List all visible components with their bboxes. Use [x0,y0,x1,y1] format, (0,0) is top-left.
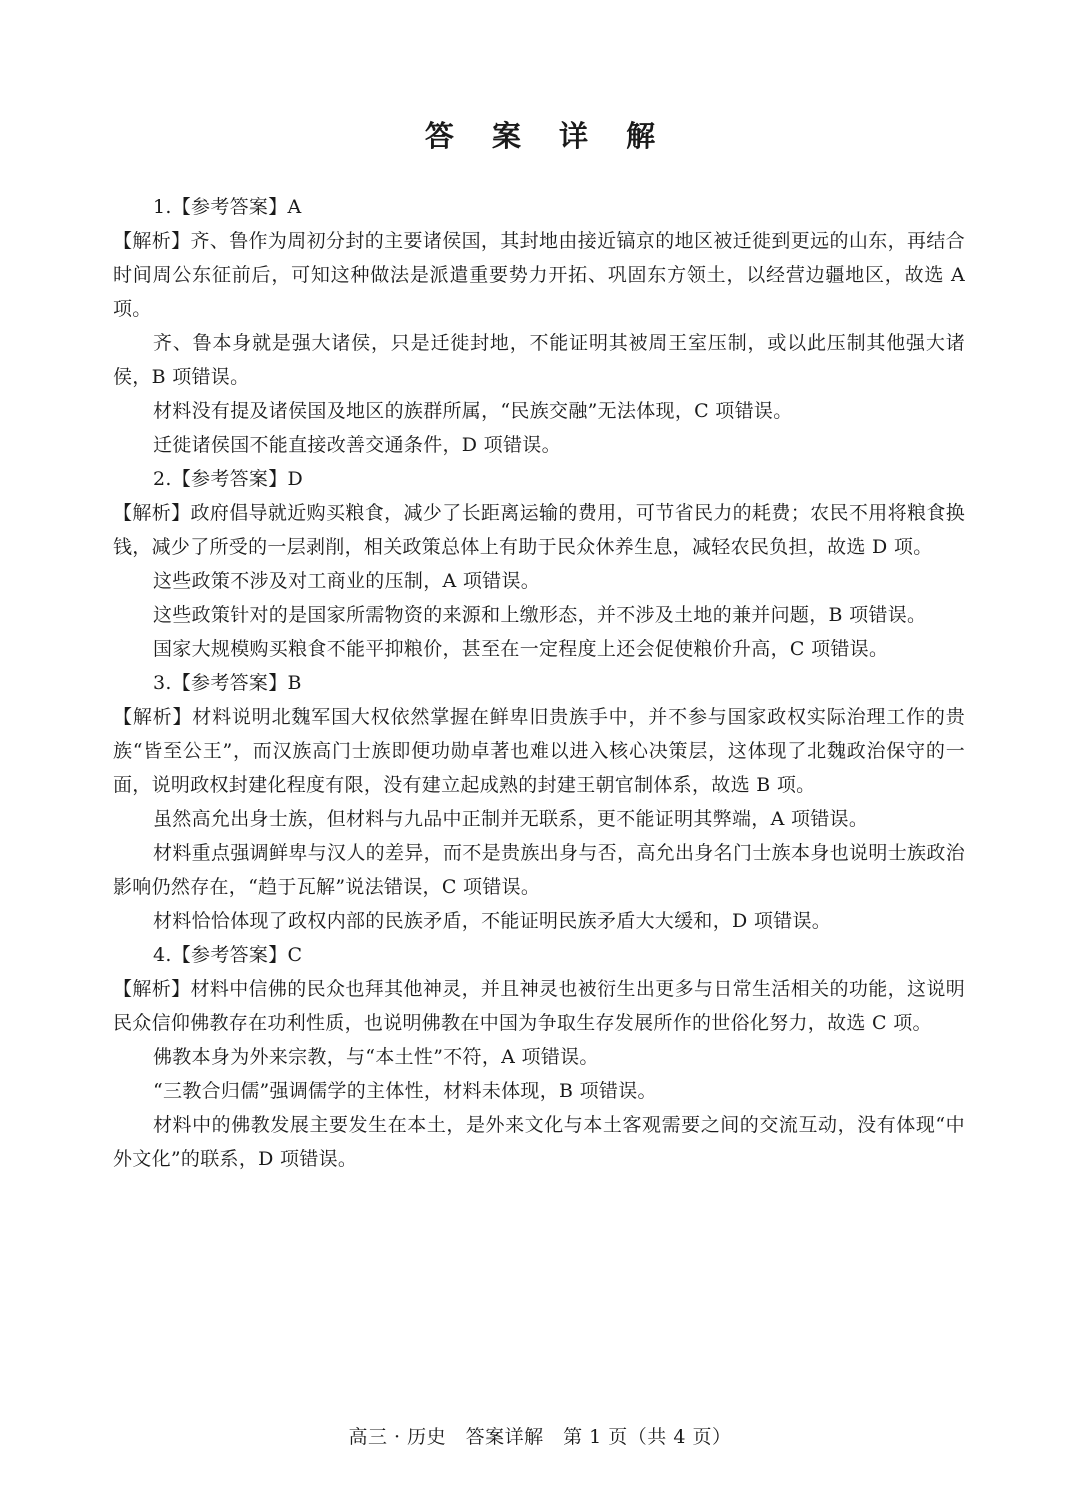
answer-line: 2.【参考答案】D [153,468,304,490]
wrong-option-note: 这些政策不涉及对工商业的压制，A 项错误。 [153,570,541,592]
wrong-option-note: 虽然高允出身士族，但材料与九品中正制并无联系，更不能证明其弊端，A 项错误。 [153,808,869,830]
answer-line: 3.【参考答案】B [153,672,302,694]
wrong-option-note: 材料恰恰体现了政权内部的民族矛盾，不能证明民族矛盾大大缓和，D 项错误。 [153,910,832,932]
question-2 [113,462,965,666]
analysis-paragraph: 【解析】材料中信佛的民众也拜其他神灵，并且神灵也被衍生出更多与日常生活相关的功能，这说明民众信仰佛教存在功利性质，也说明佛教在中国为争取生存发展所作的世俗化努力，故选 C 项。 [113,978,965,1034]
analysis-paragraph: 【解析】材料说明北魏军国大权依然掌握在鲜卑旧贵族手中，并不参与国家政权实际治理工作的贵族“皆至公王”，而汉族高门士族即便功勋卓著也难以进入核心决策层，这体现了北魏政治保守的一面，说明政权封建化程度有限，没有建立起成熟的封建王朝官制体系，故选 B 项。 [113,706,965,796]
analysis-paragraph: 【解析】齐、鲁作为周初分封的主要诸侯国，其封地由接近镐京的地区被迁徙到更远的山东，再结合时间周公东征前后，可知这种做法是派遣重要势力开拓、巩固东方领土，以经营边疆地区，故选 A 项。 [113,230,965,320]
analysis-paragraph: 【解析】政府倡导就近购买粮食，减少了长距离运输的费用，可节省民力的耗费；农民不用将粮食换钱，减少了所受的一层剥削，相关政策总体上有助于民众休养生息，减轻农民负担，故选 D 项。 [113,502,965,558]
question-3 [113,666,965,938]
wrong-option-note: 国家大规模购买粮食不能平抑粮价，甚至在一定程度上还会促使粮价升高，C 项错误。 [153,638,889,660]
answer-line: 1.【参考答案】A [153,196,302,218]
page-title: 答 案 详 解 [424,119,670,153]
wrong-option-note: 材料没有提及诸侯国及地区的族群所属，“民族交融”无法体现，C 项错误。 [153,400,793,422]
wrong-option-note: 材料中的佛教发展主要发生在本土，是外来文化与本土客观需要之间的交流互动，没有体现“中外文化”的联系，D 项错误。 [113,1114,965,1170]
question-1 [113,190,965,462]
wrong-option-note: 迁徙诸侯国不能直接改善交通条件，D 项错误。 [153,434,561,456]
wrong-option-note: 齐、鲁本身就是强大诸侯，只是迁徙封地，不能证明其被周王室压制，或以此压制其他强大诸侯，B 项错误。 [113,332,965,388]
wrong-option-note: 佛教本身为外来宗教，与“本土性”不符，A 项错误。 [153,1046,599,1068]
wrong-option-note: 材料重点强调鲜卑与汉人的差异，而不是贵族出身与否，高允出身名门士族本身也说明士族政治影响仍然存在，“趋于瓦解”说法错误，C 项错误。 [113,842,965,898]
question-4 [113,938,965,1176]
answer-line: 4.【参考答案】C [153,944,303,966]
answer-content [113,190,965,1176]
page-footer: 高三 · 历史 答案详解 第 1 页（共 4 页） [348,1426,732,1448]
wrong-option-note: 这些政策针对的是国家所需物资的来源和上缴形态，并不涉及土地的兼并问题，B 项错误。 [153,604,927,626]
wrong-option-note: “三教合归儒”强调儒学的主体性，材料未体现，B 项错误。 [153,1080,657,1102]
